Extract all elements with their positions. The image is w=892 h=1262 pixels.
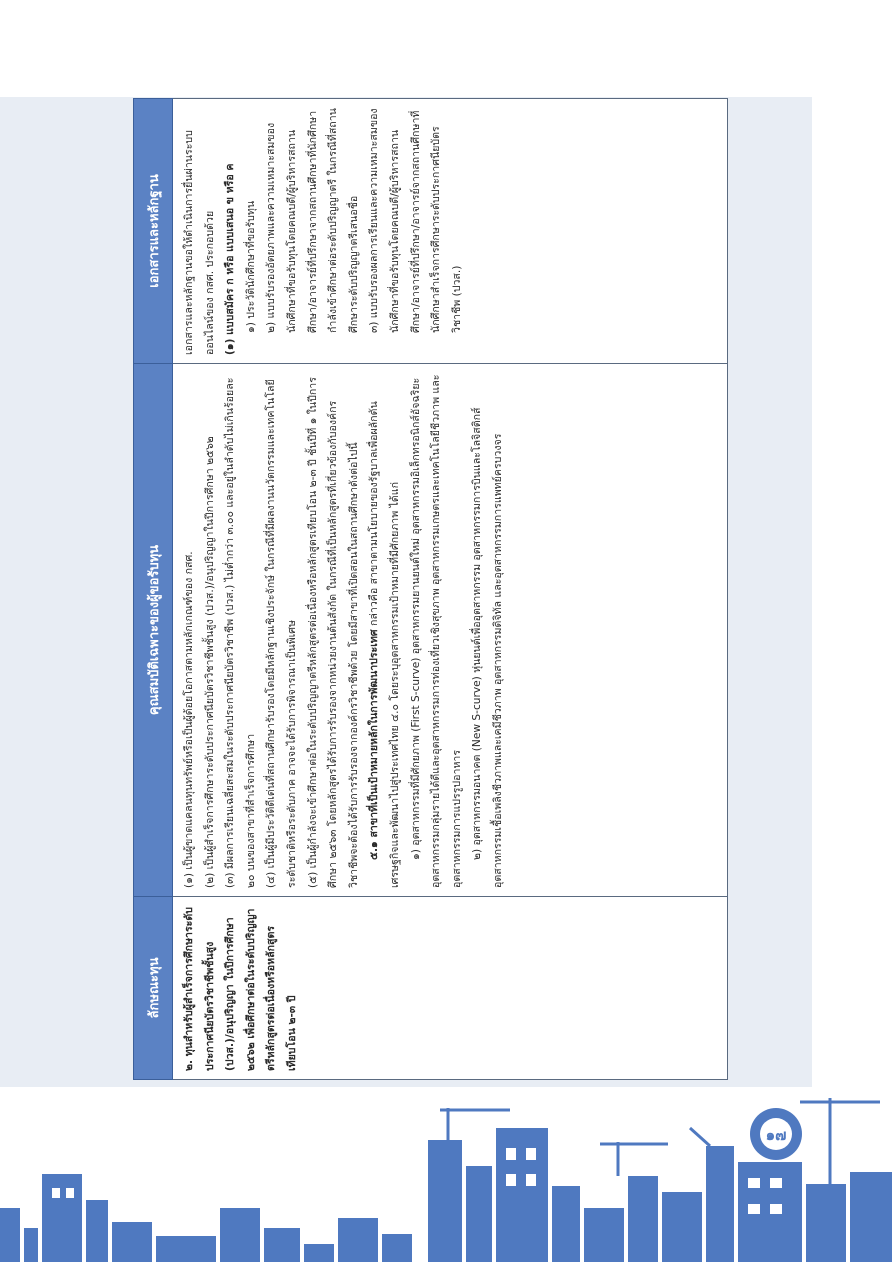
document-item-3: ๓) แบบรับรองผลการเรียนและความเหมาะสมของนักศึกษาที่ขอรับทุนโดยคณบดี/ผู้บริหารสถานศึกษา/อาจารย์ที่ปรึกษา/อาจารย์จากสถานศึกษาที่นักศึกษาสำเร็จการศึกษาระดับประกาศนียบัตรวิชาชีพ (ปวส.) [368, 108, 463, 333]
documents-form: (๑) แบบสมัคร ก หรือ แบบเสนอ ข หรือ ค [224, 163, 237, 355]
cell-qualifications [173, 364, 728, 897]
industry-new-s-curve: ๒) อุตสาหกรรมอนาคต (New S-curve) หุ่นยนต์เพื่ออุตสาหกรรม อุตสาหกรรมการบินและโลจิสติกส์ อุตสาหกรรมเชื้อเพลิงชีวภาพและเคมีชีวภาพ อุตสาหกรรมดิจิทัล และอุตสาหกรรมการแพทย์ครบวงจร [471, 407, 504, 888]
header-documents: เอกสารและหลักฐาน [134, 99, 173, 364]
cell-scholarship-type [173, 897, 728, 1080]
industry-first-s-curve: ๑) อุตสาหกรรมที่มีศักยภาพ (First S-curve) อุตสาหกรรมยานยนต์ใหม่ อุตสาหกรรมอิเล็กทรอนิกส์อัจฉริยะ อุตสาหกรรมกลุ่มรายได้ดีและอุตสาหกรรมการท่องเที่ยวเชิงสุขภาพ อุตสาหกรรมเกษตรและเทคโนโลยีชีวภาพ และอุตสาหกรรมการแปรรูปอาหาร [409, 374, 463, 888]
qual-4: (๔) เป็นผู้มีประวัติดีเด่นที่สถานศึกษารับรองโดยมีหลักฐานเชิงประจักษ์ ในกรณีที่มีผลงานนวัตกรรมและเทคโนโลยีระดับชาติหรือระดับภาค อาจจะได้รับการพิจารณาเป็นพิเศษ [265, 379, 298, 888]
qual-1: (๑) เป็นผู้ขาดแคลนทุนทรัพย์หรือเป็นผู้ด้อยโอกาสตามหลักเกณฑ์ของ กสศ. [183, 551, 195, 888]
qual-5: (๕) เป็นผู้กำลังจะเข้าศึกษาต่อในระดับปริญญาตรีหลักสูตรต่อเนื่องหรือหลักสูตรเทียบโอน ๒-๓ ปี ชั้นปีที่ ๑ ในปีการศึกษา ๒๕๖๓ โดยหลักสูตรได้รับการรับรองจากหน่วยงานต้นสังกัด ในกรณีที่เป็นหลักสูตรที่เกี่ยวข้องกับองค์กรวิชาชีพจะต้องได้รับการรับรองจากองค์กรวิชาชีพด้วย โดยมีสาขาที่เปิดสอนในสถานศึกษาดังต่อไปนี้ [306, 377, 360, 888]
header-qualifications: คุณสมบัติเฉพาะของผู้ขอรับทุน [134, 364, 173, 897]
qual-2: (๒) เป็นผู้สำเร็จการศึกษาระดับประกาศนียบัตรวิชาชีพชั้นสูง (ปวส.)/อนุปริญญาในปีการศึกษา ๒๕๖๒ [203, 436, 216, 888]
header-type: ลักษณะทุน [134, 897, 173, 1080]
document-item-2: ๒) แบบรับรองอัตยภาพและความเหมาะสมของนักศึกษาที่ขอรับทุนโดยคณบดี/ผู้บริหารสถานศึกษา/อาจารย์ที่ปรึกษาจากสถานศึกษาที่นักศึกษากำลังเข้าศึกษาต่อระดับปริญญาตรี ในกรณีที่สถานศึกษาระดับปริญญาตรีเสนอชื่อ [265, 108, 360, 333]
document-item-1: ๑) ประวัตินักศึกษาที่ขอรับทุน [244, 200, 257, 333]
scholarship-table [133, 98, 728, 1080]
qual-5-1-heading: ๕.๑ สาขาที่เป็นเป้าหมายหลักในการพัฒนาประเทศ [368, 629, 381, 860]
qual-5-1 [364, 372, 405, 888]
city-skyline-illustration [0, 1088, 892, 1262]
cell-documents [173, 99, 728, 364]
page-number: ๑๗ [765, 1126, 787, 1144]
qual-5-1-text: กล่าวคือ สาขาตามนโยบายของรัฐบาลเพื่อผลักดันเศรษฐกิจและพัฒนาไปสู่ประเทศไทย ๔.๐ โดยระบุอุตสาหกรรมเป้าหมายที่มีศักยภาพ ได้แก่ [368, 401, 401, 888]
documents-intro: เอกสารและหลักฐานขอให้ดำเนินการยื่นผ่านระบบออนไลน์ของ กสศ. ประกอบด้วย [183, 130, 216, 355]
qual-3: (๓) มีผลการเรียนเฉลี่ยสะสมในระดับประกาศนียบัตรวิชาชีพ (ปวส.) ไม่ต่ำกว่า ๓.๐๐ และอยู่ในลำดับไม่เกินร้อยละ ๒๐ บนของสาขาที่สำเร็จการศึกษา [224, 377, 257, 888]
rotated-table-frame [133, 108, 728, 1080]
scholarship-type-text: ๒. ทุนสำหรับผู้สำเร็จการศึกษาระดับประกาศนียบัตรวิชาชีพชั้นสูง (ปวส.)/อนุปริญญา ในปีการศึกษา ๒๕๖๒ เพื่อศึกษาต่อในระดับปริญญาตรีหลักสูตรต่อเนื่องหรือหลักสูตรเทียบโอน ๒-๓ ปี [183, 907, 298, 1071]
